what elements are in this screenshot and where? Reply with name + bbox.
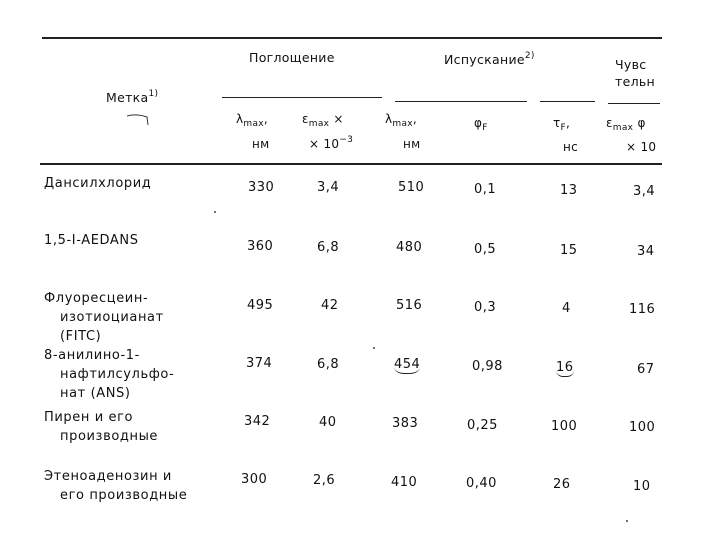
- row-6-sens: 10: [633, 479, 651, 494]
- row-1-sens: 3,4: [633, 184, 656, 199]
- row-3-label-line2: изотиоцианат: [60, 310, 164, 325]
- emission-header: Испускание$^{2)}$: [444, 51, 535, 67]
- row-6-tau: 26: [553, 477, 571, 492]
- row-3-tau: 4: [562, 301, 571, 316]
- row-6-em-lambda: 410: [391, 475, 418, 490]
- absorption-header: Поглощение: [249, 50, 335, 65]
- sensitivity-header-line2: тельн: [615, 74, 656, 89]
- header-bottom-rule: [40, 163, 662, 165]
- row-5-abs-eps: 40: [319, 415, 337, 430]
- top-rule: [42, 37, 662, 39]
- row-2-abs-eps: 6,8: [317, 240, 340, 255]
- row-6-abs-lambda: 300: [241, 472, 268, 487]
- row-6-label-line2: его производные: [60, 488, 188, 503]
- row-6-label-line1: Этеноаденозин и: [44, 469, 172, 484]
- row-1-phi: 0,1: [474, 182, 497, 197]
- emission-rule-b: [540, 101, 595, 102]
- row-5-sens: 100: [629, 420, 656, 435]
- row-4-label-line3: нат (ANS): [60, 386, 131, 401]
- row-4-abs-eps: 6,8: [317, 357, 340, 372]
- row-2-label: 1,5-I-AEDANS: [44, 233, 139, 248]
- sensitivity-rule: [608, 103, 660, 104]
- abs-lambda-header: $\lambda_{max}$,: [236, 112, 269, 129]
- row-2-abs-lambda: 360: [247, 239, 274, 254]
- abs-eps-header: $\varepsilon_{max}$ ×: [302, 112, 344, 129]
- row-5-phi: 0,25: [467, 418, 498, 433]
- row-2-phi: 0,5: [474, 242, 497, 257]
- row-1-abs-eps: 3,4: [317, 180, 340, 195]
- em-tau-header: $\tau_F$,: [553, 116, 571, 133]
- row-5-abs-lambda: 342: [244, 414, 271, 429]
- row-4-em-lambda: 454: [394, 357, 421, 372]
- em-phi-header: $\varphi_F$: [474, 116, 488, 133]
- sens-mult: × 10: [626, 140, 657, 154]
- row-3-label-line3: (FITC): [60, 329, 102, 344]
- row-1-em-lambda: 510: [398, 180, 425, 195]
- row-5-label-line1: Пирен и его: [44, 410, 134, 425]
- sensitivity-header-line1: Чувс: [615, 57, 647, 72]
- row-3-label-line1: Флуоресцеин-: [44, 291, 149, 306]
- row-3-phi: 0,3: [474, 300, 497, 315]
- emission-rule-a: [395, 101, 527, 102]
- row-1-tau: 13: [560, 183, 578, 198]
- em-lambda-unit: нм: [403, 137, 421, 151]
- row-4-phi: 0,98: [472, 359, 503, 374]
- row-3-abs-eps: 42: [321, 298, 339, 313]
- row-3-sens: 116: [629, 302, 656, 317]
- row-6-phi: 0,40: [466, 476, 497, 491]
- row-3-abs-lambda: 495: [247, 298, 274, 313]
- abs-lambda-unit: нм: [252, 137, 270, 151]
- row-5-label-line2: производные: [60, 429, 159, 444]
- row-2-em-lambda: 480: [396, 240, 423, 255]
- row-5-em-lambda: 383: [392, 416, 419, 431]
- pen-mark: [126, 113, 150, 127]
- em-lambda-header: $\lambda_{max}$,: [385, 112, 418, 129]
- row-4-label-line2: нафтилсульфо-: [60, 367, 175, 382]
- row-2-sens: 34: [637, 244, 655, 259]
- row-4-tau: 16: [556, 360, 574, 375]
- row-4-abs-lambda: 374: [246, 356, 273, 371]
- em-tau-unit: нс: [563, 140, 579, 154]
- sens-header: $\varepsilon_{max}$ φ: [606, 116, 646, 133]
- scan-speck: [626, 520, 628, 522]
- row-2-tau: 15: [560, 243, 578, 258]
- row-6-abs-eps: 2,6: [313, 473, 336, 488]
- row-1-abs-lambda: 330: [248, 180, 275, 195]
- abs-eps-mult: × $10^{-3}$: [309, 135, 354, 151]
- label-column-header: Метка$^{1)}$: [106, 89, 159, 105]
- row-5-tau: 100: [551, 419, 578, 434]
- absorption-rule: [222, 97, 382, 98]
- row-4-sens: 67: [637, 362, 655, 377]
- row-3-em-lambda: 516: [396, 298, 423, 313]
- scan-speck: [373, 347, 375, 349]
- scan-speck: [214, 211, 216, 213]
- row-1-label: Дансилхлорид: [44, 176, 152, 191]
- row-4-label-line1: 8-анилино-1-: [44, 348, 140, 363]
